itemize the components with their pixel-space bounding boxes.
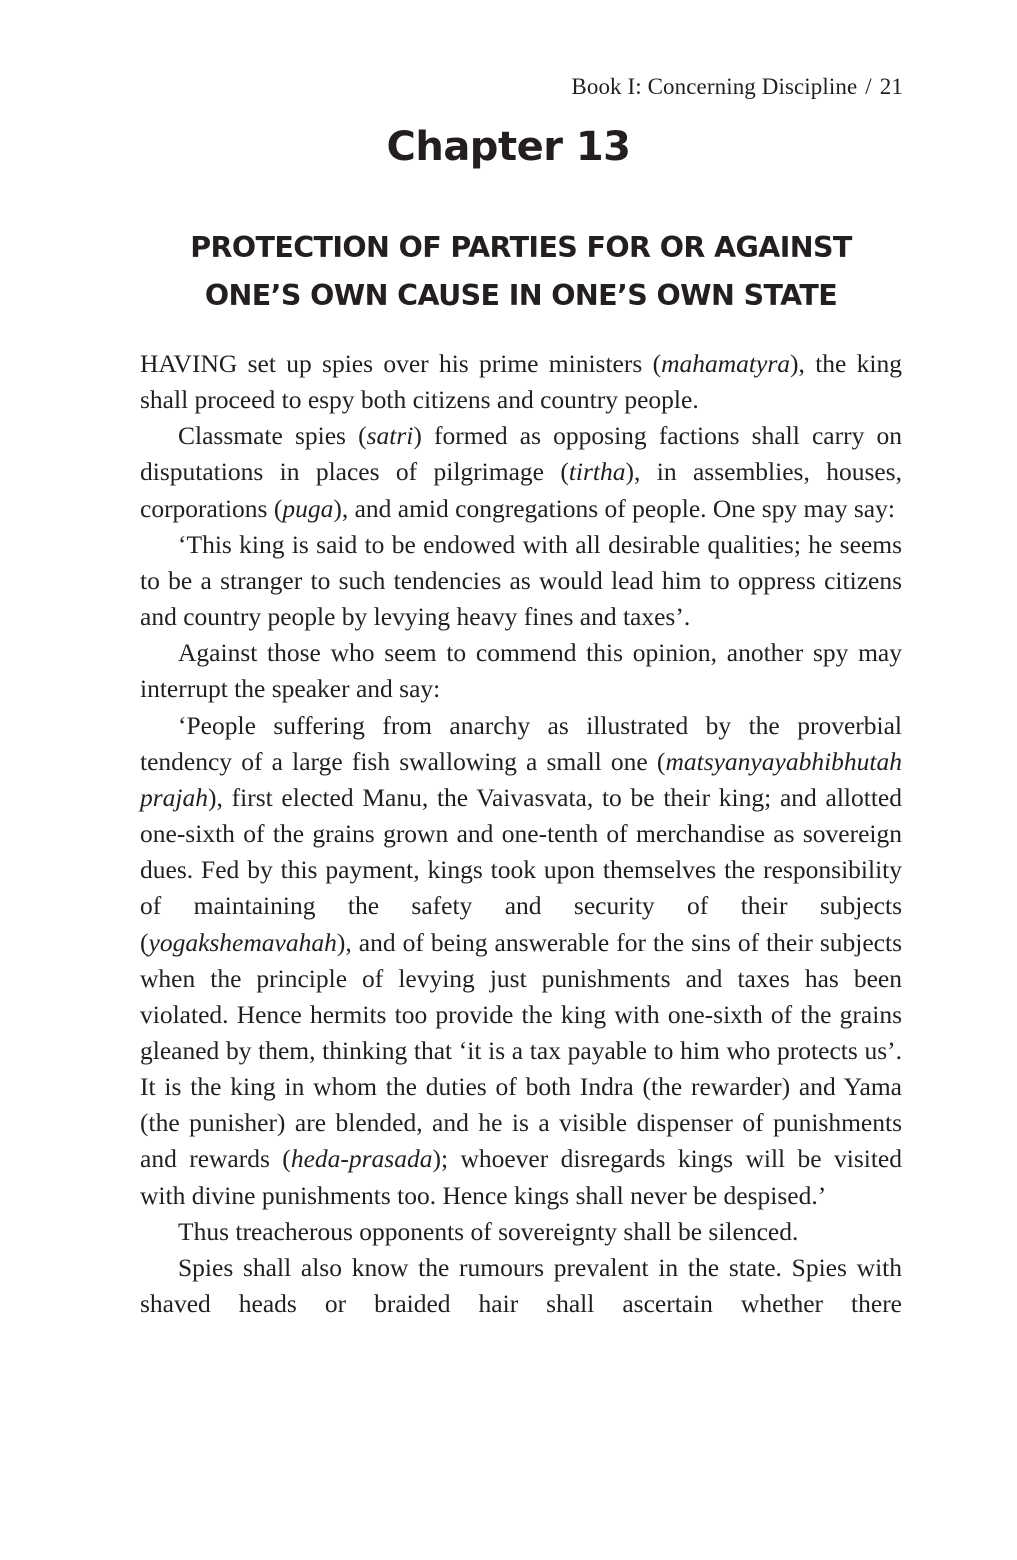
italic-term: puga	[282, 493, 334, 523]
section-title	[140, 224, 902, 320]
chapter-title: Chapter 13	[386, 124, 631, 170]
paragraph-text: ), the king shall proceed to espy both citizens and country people.	[140, 349, 902, 415]
italic-term: satri	[366, 421, 414, 451]
italic-term: mahamatyra	[661, 349, 791, 378]
running-head	[571, 74, 903, 100]
italic-term: tirtha	[568, 457, 626, 487]
italic-term: matsyanyayabhibhutah prajah	[140, 746, 902, 812]
paragraph-5	[140, 708, 902, 1214]
section-title-line-1: PROTECTION OF PARTIES FOR OR AGAINST	[190, 231, 852, 264]
running-head-title: Book I: Concerning Discipline	[571, 74, 858, 99]
paragraph-7	[140, 1250, 902, 1322]
paragraph-text: ), in assemblies, houses, corporations (	[140, 457, 902, 523]
page-number: 21	[879, 74, 903, 99]
running-head-separator: /	[865, 74, 872, 99]
paragraph-text: ); whoever disregards kings will be visited with divine punishments too. Hence kings shall never be despised.’	[140, 1144, 902, 1210]
paragraph-4	[140, 635, 902, 707]
paragraph-text: Against those who seem to commend this opinion, another spy may interrupt the speaker and say:	[140, 638, 902, 704]
paragraph-text: ), first elected Manu, the Vaivasvata, to be their king; and allotted one-sixth of the grains grown and one-tenth of merchandise as sovereign dues. Fed by this payment, kings took upon themselves the responsibility of maintaining the safety and security of their subjects (	[140, 782, 902, 957]
paragraph-text: ), and of being answerable for the sins of their subjects when the principle of levying just punishments and taxes has been violated. Hence hermits too provide the king with one-sixth of the grains gleaned by them, thinking that ‘it is a tax payable to him who protects us’. It is the king in whom the duties of both Indra (the rewarder) and Yama (the punisher) are blended, and he is a visible dispenser of punishments and rewards (	[140, 927, 902, 1174]
paragraph-text: HAVING set up spies over his prime ministers (	[140, 349, 662, 378]
paragraph-text: Classmate spies (	[178, 421, 367, 451]
paragraph-2	[140, 418, 902, 526]
body-text	[140, 346, 902, 1322]
paragraph-text: ‘This king is said to be endowed with all desirable qualities; he seems to be a stranger to such tendencies as would lead him to oppress citizens and country people by levying heavy fines and taxes’.	[140, 529, 902, 632]
paragraph-text: Spies shall also know the rumours prevalent in the state. Spies with shaved heads or braided hair shall ascertain whether there	[140, 1252, 902, 1319]
paragraph-1	[140, 346, 902, 418]
italic-term: yogakshemavahah	[148, 927, 337, 957]
paragraph-text: ) formed as opposing factions shall carry on disputations in places of pilgrimage (	[140, 421, 902, 487]
paragraph-text: Thus treacherous opponents of sovereignty shall be silenced.	[178, 1216, 799, 1246]
paragraph-6	[140, 1214, 902, 1250]
paragraph-text: ‘People suffering from anarchy as illustrated by the proverbial tendency of a large fish swallowing a small one (	[140, 710, 902, 776]
paragraph-3	[140, 527, 902, 635]
section-title-line-2: ONE’S OWN CAUSE IN ONE’S OWN STATE	[204, 279, 838, 312]
italic-term: heda-prasada	[290, 1144, 433, 1174]
paragraph-text: ), and amid congregations of people. One spy may say:	[333, 493, 895, 523]
